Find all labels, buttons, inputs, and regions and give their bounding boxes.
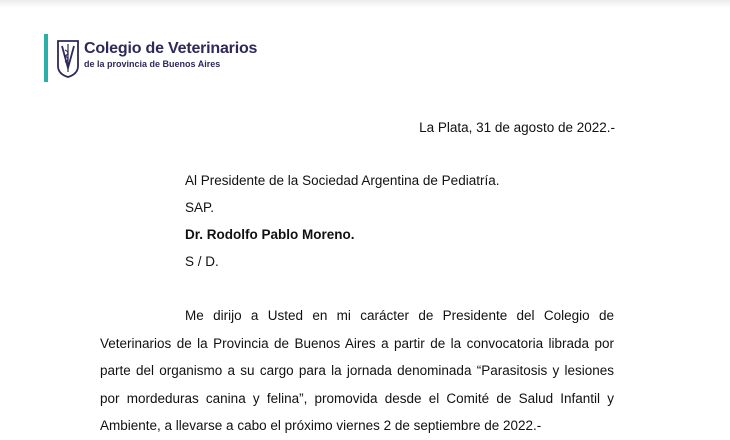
recipient-line-2: SAP. [185, 200, 215, 215]
letter-date: La Plata, 31 de agosto de 2022.- [419, 120, 615, 135]
organization-name: Colegio de Veterinarios [84, 40, 258, 57]
veterinary-emblem-icon [56, 38, 80, 78]
accent-bar [44, 34, 48, 82]
recipient-line-4: S / D. [185, 254, 219, 269]
recipient-line-1: Al Presidente de la Sociedad Argentina de Pediatría. [185, 173, 500, 188]
letter-paragraph-1: Me dirijo a Usted en mi carácter de Presidente del Colegio de Veterinarios de la Provincia de Buenos Aires a partir de la convocatoria librada por parte del organismo a su cargo para la jornada denominada “Parasitosis y lesiones por mordeduras canina y felina”, promovida desde el Comité de Salud Infantil y Ambiente, a llevarse a cabo el próximo viernes 2 de septiembre de 2022.- [100, 308, 614, 433]
page-top-shadow [0, 0, 730, 8]
letterhead-logo [44, 34, 257, 82]
organization-subtitle: de la provincia de Buenos Aires [84, 59, 221, 69]
recipient-name: Dr. Rodolfo Pablo Moreno. [185, 227, 355, 242]
letterhead-text [84, 39, 257, 70]
